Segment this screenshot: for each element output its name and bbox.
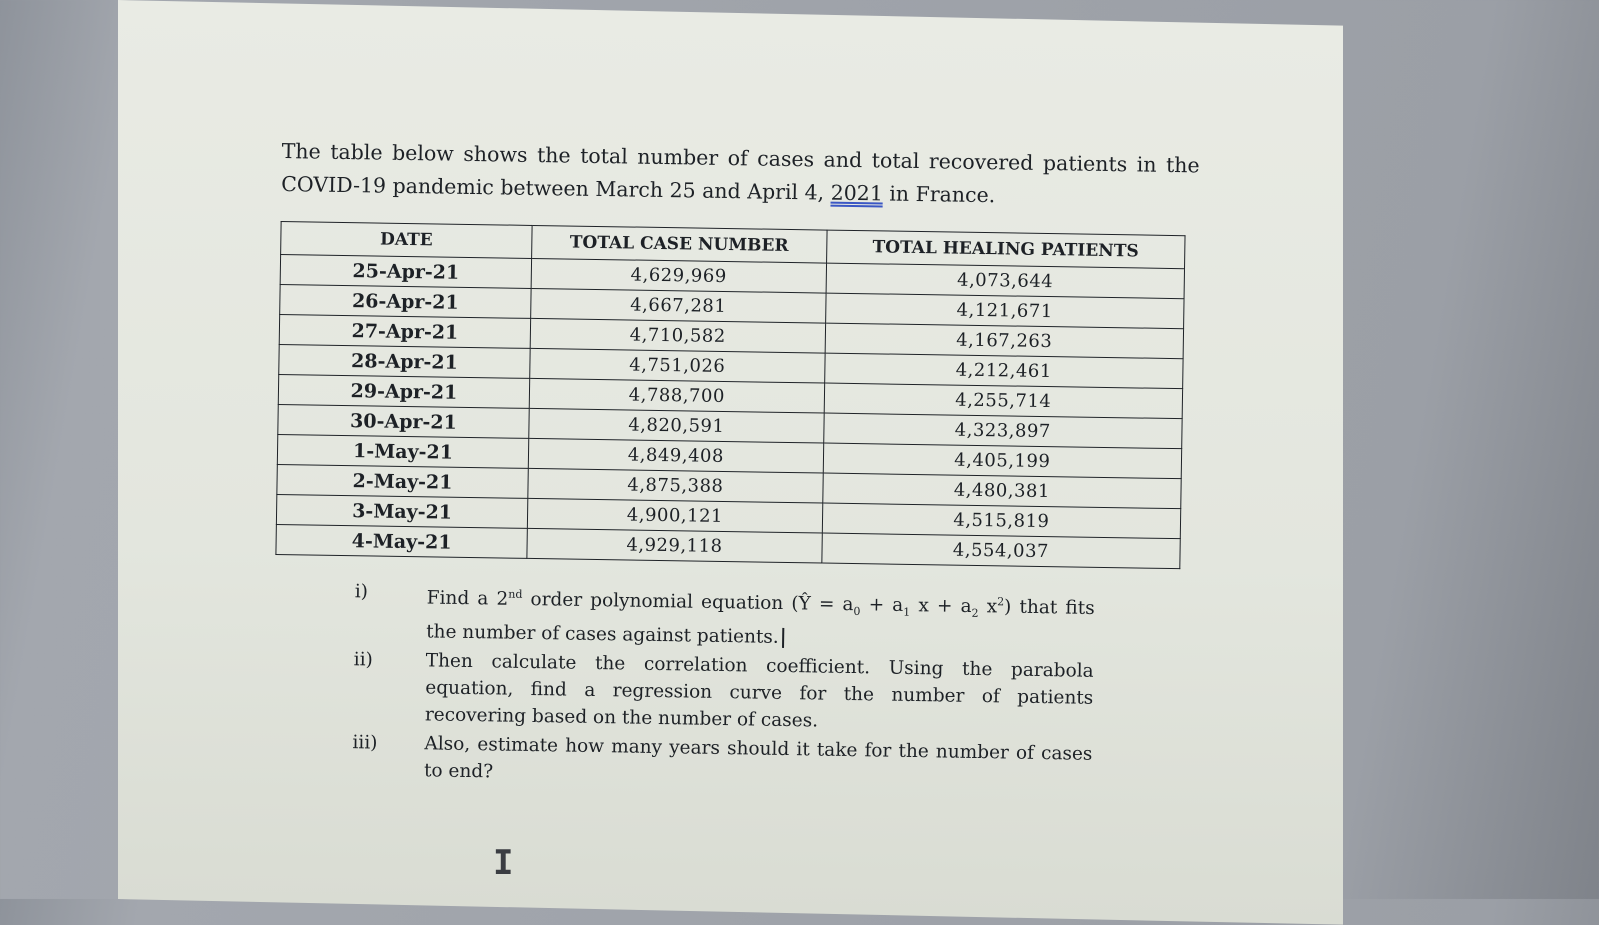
cell-date: 1-May-21 — [277, 434, 528, 468]
question-label: i) — [354, 581, 369, 603]
question-item — [353, 646, 1094, 739]
cell-total-cases: 4,629,969 — [531, 258, 826, 293]
intro-text: The table below shows the total number of cases and total recovered patients in the COVID-19 pandemic between March 25 and April 4, — [281, 138, 1200, 205]
cell-date: 27-Apr-21 — [279, 314, 530, 348]
intro-year: 2021 — [830, 180, 884, 206]
cell-total-healing: 4,480,381 — [822, 473, 1181, 509]
cell-date: 2-May-21 — [277, 464, 528, 498]
cell-total-cases: 4,849,408 — [528, 438, 823, 473]
header-total-healing: TOTAL HEALING PATIENTS — [826, 230, 1185, 269]
intro-paragraph — [281, 135, 1200, 215]
question-text: Find a 2nd order polynomial equation (Ŷ = $a_0 + a_1$ $x + a_2$ $x^2$) that fits the number of cases against patients. — [426, 587, 1095, 648]
cell-total-healing: 4,212,461 — [824, 353, 1183, 389]
cell-total-cases: 4,710,582 — [530, 318, 825, 353]
cell-date: 3-May-21 — [276, 494, 527, 528]
cell-total-cases: 4,751,026 — [530, 348, 825, 383]
question-text: Also, estimate how many years should it take for the number of cases to end? — [423, 733, 1093, 783]
cell-total-healing: 4,405,199 — [823, 443, 1182, 479]
cell-total-healing: 4,323,897 — [823, 413, 1182, 449]
text-caret — [782, 628, 784, 648]
cell-date: 4-May-21 — [276, 524, 527, 558]
question-item — [354, 578, 1095, 655]
cell-total-healing: 4,167,263 — [825, 323, 1184, 359]
header-date: DATE — [281, 221, 532, 258]
cell-total-healing: 4,121,671 — [825, 293, 1184, 329]
question-label: ii) — [353, 649, 373, 671]
covid-data-table — [275, 221, 1185, 569]
cell-total-healing: 4,515,819 — [822, 503, 1181, 539]
intro-text-end: in France. — [882, 181, 996, 208]
question-text: Then calculate the correlation coefficient. Using the parabola equation, find a regression curve for the number of patients recovering based on the number of cases. — [424, 650, 1094, 732]
cell-total-cases: 4,875,388 — [528, 468, 823, 503]
question-item — [352, 729, 1093, 795]
header-total-cases: TOTAL CASE NUMBER — [532, 225, 827, 263]
cell-total-cases: 4,900,121 — [527, 498, 822, 533]
cell-total-healing: 4,073,644 — [826, 263, 1185, 299]
cell-date: 26-Apr-21 — [280, 284, 531, 318]
cell-total-cases: 4,929,118 — [527, 528, 822, 563]
cell-total-healing: 4,255,714 — [824, 383, 1183, 419]
question-label: iii) — [352, 732, 378, 754]
ibeam-cursor-icon: I — [493, 843, 514, 883]
cell-total-healing: 4,554,037 — [822, 533, 1181, 569]
cell-total-cases: 4,820,591 — [529, 408, 824, 443]
document-page — [272, 135, 1212, 798]
cell-date: 29-Apr-21 — [278, 374, 529, 408]
cell-total-cases: 4,788,700 — [529, 378, 824, 413]
cell-total-cases: 4,667,281 — [531, 288, 826, 323]
cell-date: 30-Apr-21 — [278, 404, 529, 438]
cell-date: 25-Apr-21 — [280, 254, 531, 288]
cell-date: 28-Apr-21 — [279, 344, 530, 378]
questions-list — [352, 578, 1095, 794]
